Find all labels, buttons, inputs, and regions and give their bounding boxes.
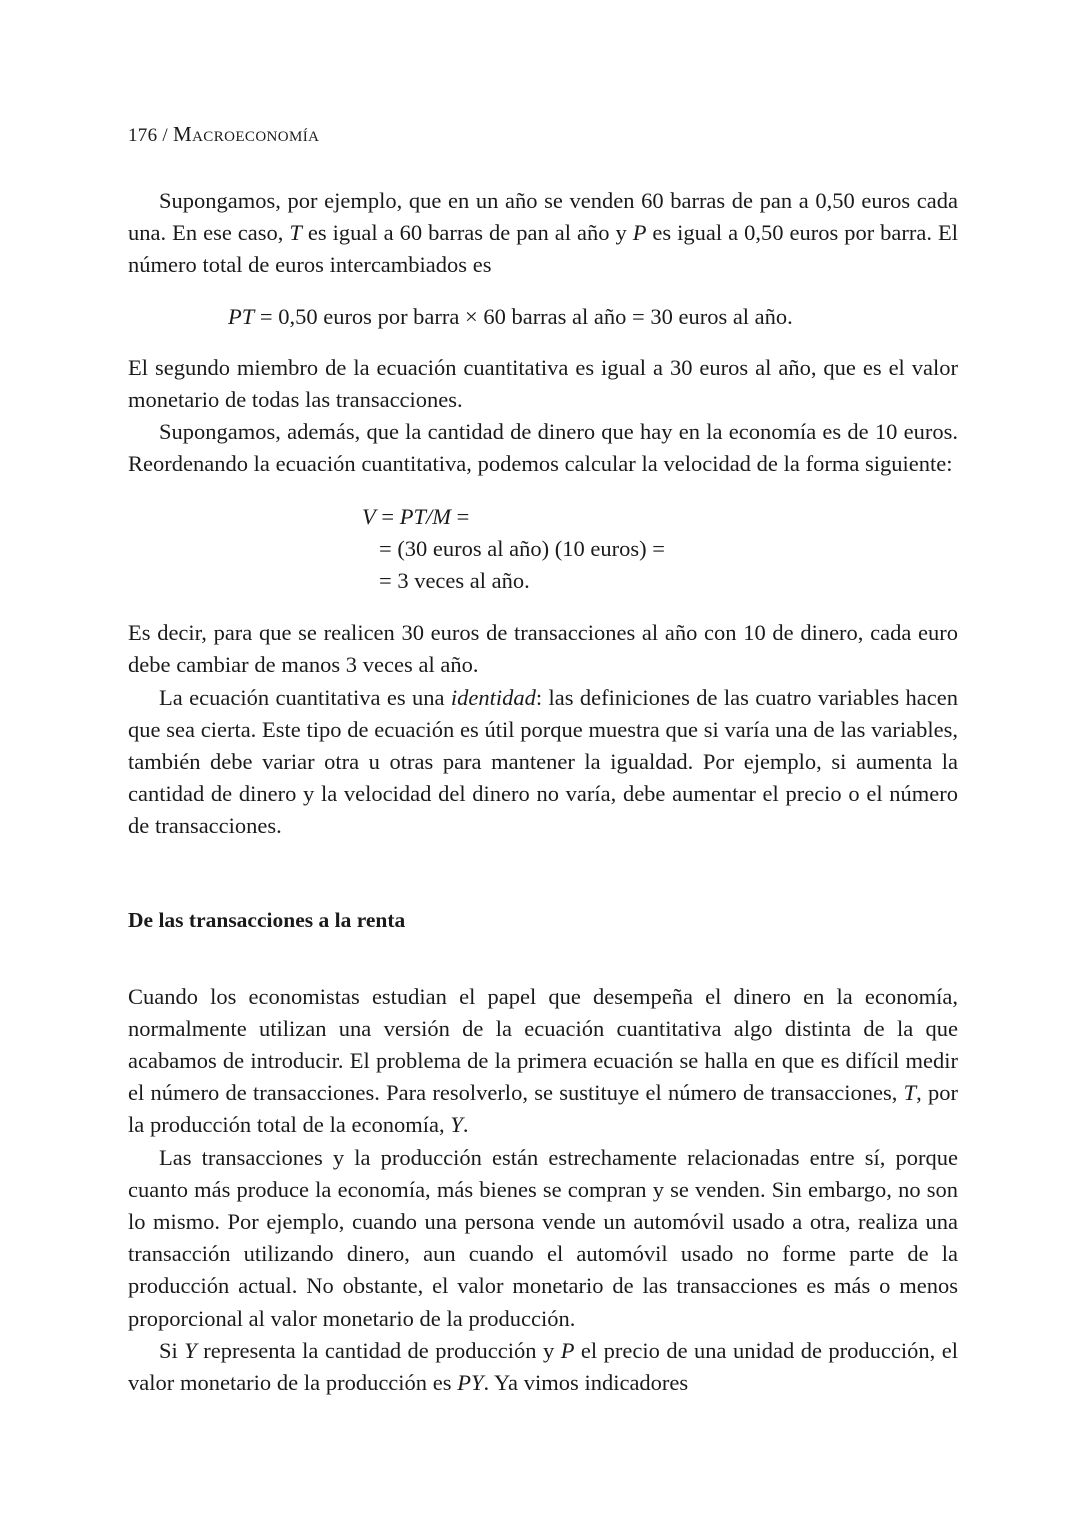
variable-t-1: T (289, 220, 302, 246)
page-content (128, 122, 958, 1399)
paragraph-8 (128, 1335, 958, 1399)
emphasis-identidad: identidad (450, 684, 536, 710)
equation-2-line-3: = 3 veces al año. (379, 568, 530, 594)
display-equation-1 (128, 301, 958, 333)
equation-2-line-2: = (30 euros al año) (10 euros) = (379, 535, 665, 561)
paragraph-5 (128, 682, 958, 843)
variable-p-2: P (560, 1337, 575, 1363)
paragraph-6-text-b: , por la producción total de la economía, (128, 1080, 958, 1138)
paragraph-6 (128, 981, 958, 1142)
running-head-title: Macroeconomía (173, 122, 320, 146)
section-heading-transacciones-renta: De las transacciones a la renta (128, 907, 406, 932)
page-folio-number: 176 (128, 125, 158, 146)
variable-y-2: Y (184, 1337, 197, 1363)
paragraph-7: Las transacciones y la producción están estrechamente relacionadas entre sí, porque cuanto más produce la economía, más bienes se compran y se venden. Sin embargo, no son lo mismo. Por ejemplo, cuando una persona vende un automóvil usado a otra, realiza una transacción utilizando dinero, aun cuando el automóvil usado no forme parte de la producción actual. No obstante, el valor monetario de las transacciones es más o menos proporcional al valor monetario de la producción. (128, 1144, 958, 1331)
variable-p-1: P (632, 220, 647, 246)
equation-2-operator: = (375, 503, 400, 529)
running-head (128, 122, 958, 147)
paragraph-5-text-a: La ecuación cuantitativa es una (159, 684, 451, 710)
equation-1-body: = 0,50 euros por barra × 60 barras al año = 30 euros al año. (254, 303, 793, 329)
display-equation-2 (128, 501, 958, 598)
variable-pt-over-m: PT/M (399, 503, 451, 529)
paragraph-1-text-c: es igual a 0,50 euros por barra. El número total de euros intercambiados es (128, 220, 959, 278)
paragraph-8-text-d: . Ya vimos indicadores (483, 1370, 689, 1396)
paragraph-8-text-a: Si (159, 1337, 185, 1363)
paragraph-3: Supongamos, además, que la cantidad de dinero que hay en la economía es de 10 euros. Reordenando la ecuación cuantitativa, podemos calcular la velocidad de la forma siguiente: (128, 419, 958, 477)
paragraph-1 (128, 185, 958, 282)
paragraph-8-text-b: representa la cantidad de producción y (196, 1337, 561, 1363)
paragraph-1-text-b: es igual a 60 barras de pan al año y (301, 220, 633, 246)
paragraph-8-text-c: el precio de una unidad de producción, el valor monetario de la producción es (128, 1337, 958, 1396)
paragraph-6-text-a: Cuando los economistas estudian el papel que desempeña el dinero en la economía, normalmente utilizan una versión de la ecuación cuantitativa algo distinta de la que acabamos de introducir. El problema de la primera ecuación se halla en que es difícil medir el número de transacciones. Para resolverlo, se sustituye el número de transacciones, (128, 983, 958, 1106)
equation-2-line-1-end: = (450, 503, 470, 529)
paragraph-5-text-b: : las definiciones de las cuatro variables hacen que sea cierta. Este tipo de ecuación es útil porque muestra que si varía una de las variables, también debe variar otra u otras para mantener la igualdad. Por ejemplo, si aumenta la cantidad de dinero y la velocidad del dinero no varía, debe aumentar el precio o el número de transacciones. (128, 684, 958, 839)
variable-v: V (362, 503, 376, 529)
paragraph-4: Es decir, para que se realicen 30 euros de transacciones al año con 10 de dinero, cada euro debe cambiar de manos 3 veces al año. (128, 620, 958, 678)
spacer-after-heading (128, 935, 958, 981)
variable-t-2: T (903, 1080, 917, 1106)
variable-y-1: Y (450, 1112, 463, 1138)
equation-1-lhs: PT (228, 303, 255, 329)
paragraph-6-text-c: . (462, 1112, 469, 1138)
variable-py: PY (457, 1370, 484, 1396)
paragraph-1-text-a: Supongamos, por ejemplo, que en un año se venden 60 barras de pan a 0,50 euros cada una. En ese caso, (128, 188, 958, 246)
running-head-separator: / (162, 125, 168, 146)
spacer-before-heading (128, 843, 958, 905)
paragraph-2: El segundo miembro de la ecuación cuantitativa es igual a 30 euros al año, que es el valor monetario de todas las transacciones. (128, 354, 958, 413)
equation-2-line-1 (362, 501, 958, 533)
